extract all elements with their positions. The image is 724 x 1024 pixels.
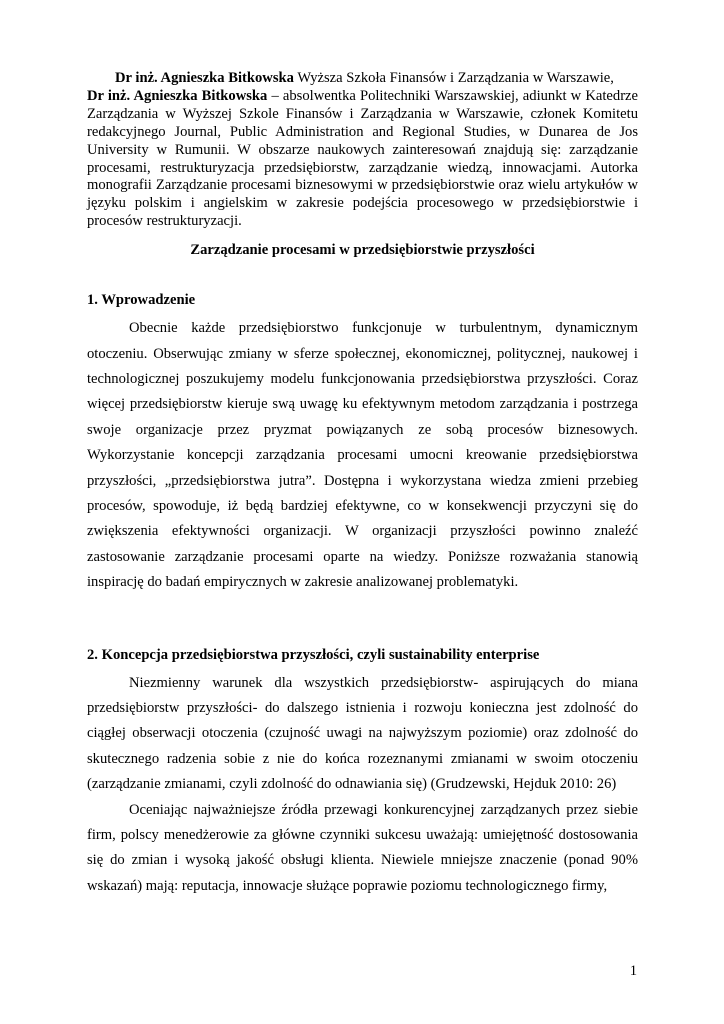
article-title: Zarządzanie procesami w przedsiębiorstwie przyszłości <box>190 242 535 259</box>
section-1-paragraph: Obecnie każde przedsiębiorstwo funkcjonuje w turbulentnym, dynamicznym otoczeniu. Obserwując zmiany w sferze społecznej, ekonomicznej, politycznej, naukowej i technologicznej poszukujemy modelu funkcjonowania przedsiębiorstwa przyszłości. Coraz więcej przedsiębiorstw kieruje swą uwagę ku efektywnym metodom zarządzania i postrzega swoje organizacje przez pryzmat powiązanych ze sobą procesów biznesowych. Wykorzystanie koncepcji zarządzania procesami umocni kreowanie przedsiębiorstwa przyszłości, „przedsiębiorstwa jutra”. Dostępna i wykorzystana wiedza zmieni przebieg procesów, spowoduje, iż będą bardziej efektywne, co w konsekwencji przyczyni się do zwiększenia efektywności organizacji. W organizacji przyszłości powinno znaleźć zastosowanie zarządzanie procesami oparte na wiedzy. Poniższe rozważania stanowią inspirację do badań empirycznych w zakresie analizowanej problematyki. <box>87 320 638 591</box>
section-heading-2: 2. Koncepcja przedsiębiorstwa przyszłości, czyli sustainability enterprise <box>87 646 540 663</box>
author-bio <box>87 70 638 231</box>
section-2-paragraph-2: Oceniając najważniejsze źródła przewagi konkurencyjnej zarządzanych przez siebie firm, polscy menedżerowie za główne czynniki sukcesu uważają: umiejętność dostosowania się do zmian i wysoką jakość obsługi klienta. Niewiele mniejsze znaczenie (ponad 90% wskazań) mają: reputacja, innowacje służące poprawie poziomu technologicznego firmy, <box>87 801 638 894</box>
author-name: Dr inż. Agnieszka Bitkowska <box>115 70 294 86</box>
author-description: – absolwentka Politechniki Warszawskiej, adiunkt w Katedrze Zarządzania w Wyższej Szkole Finansów i Zarządzania w Warszawie, członek Komitetu redakcyjnego Journal, Public Administration and Regional Studies, w Dunarea de Jos University w Rumunii. W obszarze naukowych zainteresowań znajdują się: zarządzanie procesami, restrukturyzacja przedsiębiorstw, zarządzanie wiedzą, innowacjami. Autorka monografii Zarządzanie procesami biznesowymi w przedsiębiorstwie oraz wielu artykułów w języku polskim i angielskim w zakresie podejścia procesowego w przedsiębiorstwie i procesów restrukturyzacji. <box>87 87 639 230</box>
section-2-paragraph-1: Niezmienny warunek dla wszystkich przedsiębiorstw- aspirujących do miana przedsiębiorstw przyszłości- do dalszego istnienia i rozwoju konieczna jest zdolność do ciągłej obserwacji otoczenia (czujność uwagi na najwyższym poziomie) oraz zdolność do skutecznego radzenia sobie z nie do końca rozeznanymi zmianami w swoim otoczeniu (zarządzanie zmianami, czyli zdolność do odnawiania się) (Grudzewski, Hejduk 2010: 26) <box>87 674 638 793</box>
bio-affiliation-line <box>87 70 638 88</box>
author-name-repeat: Dr inż. Agnieszka Bitkowska <box>87 87 268 104</box>
section-heading-1: 1. Wprowadzenie <box>87 292 196 309</box>
page-number: 1 <box>629 963 637 979</box>
document-page <box>87 70 638 899</box>
author-affiliation: Wyższa Szkoła Finansów i Zarządzania w Warszawie, <box>293 70 614 86</box>
